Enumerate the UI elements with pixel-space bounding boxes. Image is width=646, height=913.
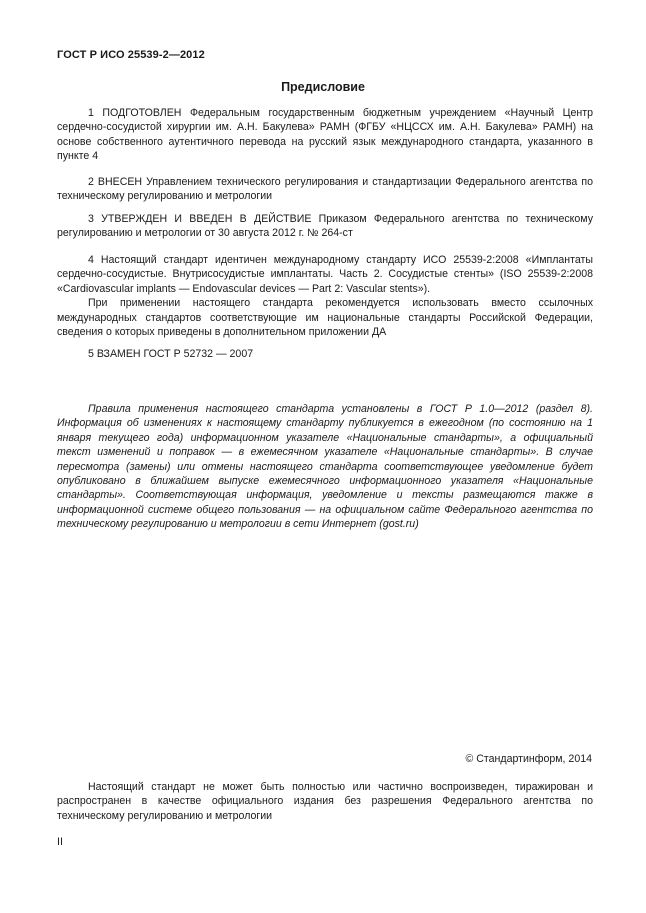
page-title: Предисловие (281, 80, 365, 94)
paragraph-2-block (57, 175, 593, 204)
paragraph-3-block (57, 212, 593, 241)
copyright-line: © Стандартинформ, 2014 (465, 753, 592, 765)
document-header-id: ГОСТ Р ИСО 25539-2—2012 (57, 49, 205, 61)
paragraph-submitted: 2 ВНЕСЕН Управлением технического регулирования и стандартизации Федерального агентства по техническому регулированию и метрологии (57, 176, 593, 203)
paragraph-identical: 4 Настоящий стандарт идентичен международному стандарту ИСО 25539-2:2008 «Имплантаты сердечно-сосудистые. Внутрисосудистые имплантаты. Часть 2. Сосудистые стенты» (ISO 25539-2:2008 «Cardiovascular implants — Endovascular devices — Part 2: Vascular stents»). (57, 254, 593, 295)
paragraph-5-block (57, 347, 593, 361)
page-number: II (57, 836, 63, 848)
paragraph-1-block (57, 106, 593, 164)
paragraph-4-block (57, 253, 593, 339)
paragraph-references: При применении настоящего стандарта рекомендуется использовать вместо ссылочных международных стандартов соответствующие им национальные стандарты Российской Федерации, сведения о которых приведены в дополнительном приложении ДА (57, 297, 593, 339)
notice-block (57, 402, 593, 532)
paragraph-approved: 3 УТВЕРЖДЕН И ВВЕДЕН В ДЕЙСТВИЕ Приказом Федерального агентства по техническому регулированию и метрологии от 30 августа 2012 г. № 264-ст (57, 213, 593, 240)
paragraph-reproduction: Настоящий стандарт не может быть полностью или частично воспроизведен, тиражирован и распространен в качестве официального издания без разрешения Федерального агентства по техническому регулированию и метрологии (57, 781, 593, 822)
paragraph-replaces: 5 ВЗАМЕН ГОСТ Р 52732 — 2007 (88, 348, 254, 360)
paragraph-prepared: 1 ПОДГОТОВЛЕН Федеральным государственным бюджетным учреждением «Научный Центр сердечно-сосудистой хирургии им. А.Н. Бакулева» РАМН (ФГБУ «НЦССХ им. А.Н. Бакулева» РАМН) на основе собственного аутентичного перевода на русский язык международного стандарта, указанного в пункте 4 (57, 107, 593, 163)
paragraph-notice: Правила применения настоящего стандарта установлены в ГОСТ Р 1.0—2012 (раздел 8). Информация об изменениях к настоящему стандарту публикуется в ежегодном (по состоянию на 1 января текущего года) информационном указателе «Национальные стандарты», а официальный текст изменений и поправок — в ежемесячном указателе «Национальные стандарты». В случае пересмотра (замены) или отмены настоящего стандарта соответствующее уведомление будет опубликовано в ближайшем выпуске ежемесячного информационного указателя «Национальные стандарты». Соответствующая информация, уведомление и тексты размещаются также в информационной системе общего пользования — на официальном сайте Федерального агентства по техническому регулированию и метрологии в сети Интернет (gost.ru) (57, 403, 593, 531)
reproduction-block (57, 780, 593, 823)
